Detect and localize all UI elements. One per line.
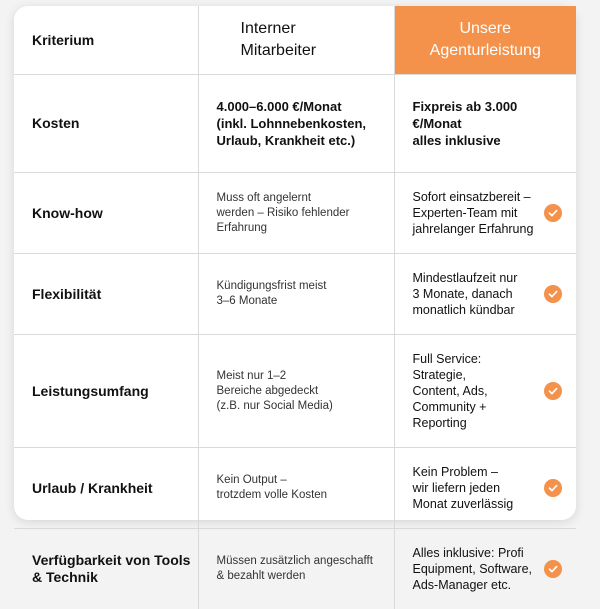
agency-text: Kein Problem – wir liefern jeden Monat zuverlässig — [413, 465, 514, 511]
criterion-cell: Kosten — [14, 75, 198, 173]
agency-text: Full Service: Strategie, Content, Ads, Community + Reporting — [413, 352, 488, 430]
agency-text: Fixpreis ab 3.000 €/Monat alles inklusive — [413, 99, 518, 148]
internal-cell: Müssen zusätzlich angeschafft & bezahlt werden — [198, 529, 394, 609]
agency-cell — [394, 529, 576, 609]
agency-text: Alles inklusive: Profi Equipment, Software, Ads-Manager etc. — [413, 546, 533, 592]
check-icon — [544, 382, 562, 400]
table-row-know-how — [14, 173, 576, 254]
agency-cell — [394, 75, 576, 173]
check-icon — [544, 285, 562, 303]
table-row-flexibility — [14, 254, 576, 335]
agency-cell — [394, 254, 576, 335]
header-criterion: Kriterium — [14, 6, 198, 75]
table-row-tools-technology — [14, 529, 576, 609]
criterion-cell: Urlaub / Krankheit — [14, 448, 198, 529]
internal-cell: Meist nur 1–2 Bereiche abgedeckt (z.B. nur Social Media) — [198, 335, 394, 448]
agency-cell — [394, 448, 576, 529]
agency-cell — [394, 173, 576, 254]
internal-cell: Kein Output – trotzdem volle Kosten — [198, 448, 394, 529]
criterion-cell: Flexibilität — [14, 254, 198, 335]
internal-cell: Kündigungsfrist meist 3–6 Monate — [198, 254, 394, 335]
comparison-table — [14, 6, 576, 609]
check-icon — [544, 479, 562, 497]
internal-cell: 4.000–6.000 €/Monat (inkl. Lohnnebenkosten, Urlaub, Krankheit etc.) — [198, 75, 394, 173]
criterion-cell: Know-how — [14, 173, 198, 254]
table-row-vacation-sickness — [14, 448, 576, 529]
agency-text: Mindestlaufzeit nur 3 Monate, danach monatlich kündbar — [413, 271, 518, 317]
header-agency-service: Unsere Agenturleistung — [394, 6, 576, 75]
check-icon — [544, 204, 562, 222]
comparison-card — [14, 6, 576, 520]
agency-cell — [394, 335, 576, 448]
table-row-scope — [14, 335, 576, 448]
criterion-cell: Verfügbarkeit von Tools & Technik — [14, 529, 198, 609]
check-icon — [544, 560, 562, 578]
header-internal-employee: Interner Mitarbeiter — [198, 6, 394, 75]
agency-text: Sofort einsatzbereit – Experten-Team mit jahrelanger Erfahrung — [413, 190, 534, 236]
table-row-costs — [14, 75, 576, 173]
criterion-cell: Leistungsumfang — [14, 335, 198, 448]
internal-cell: Muss oft angelernt werden – Risiko fehlender Erfahrung — [198, 173, 394, 254]
table-header-row — [14, 6, 576, 75]
